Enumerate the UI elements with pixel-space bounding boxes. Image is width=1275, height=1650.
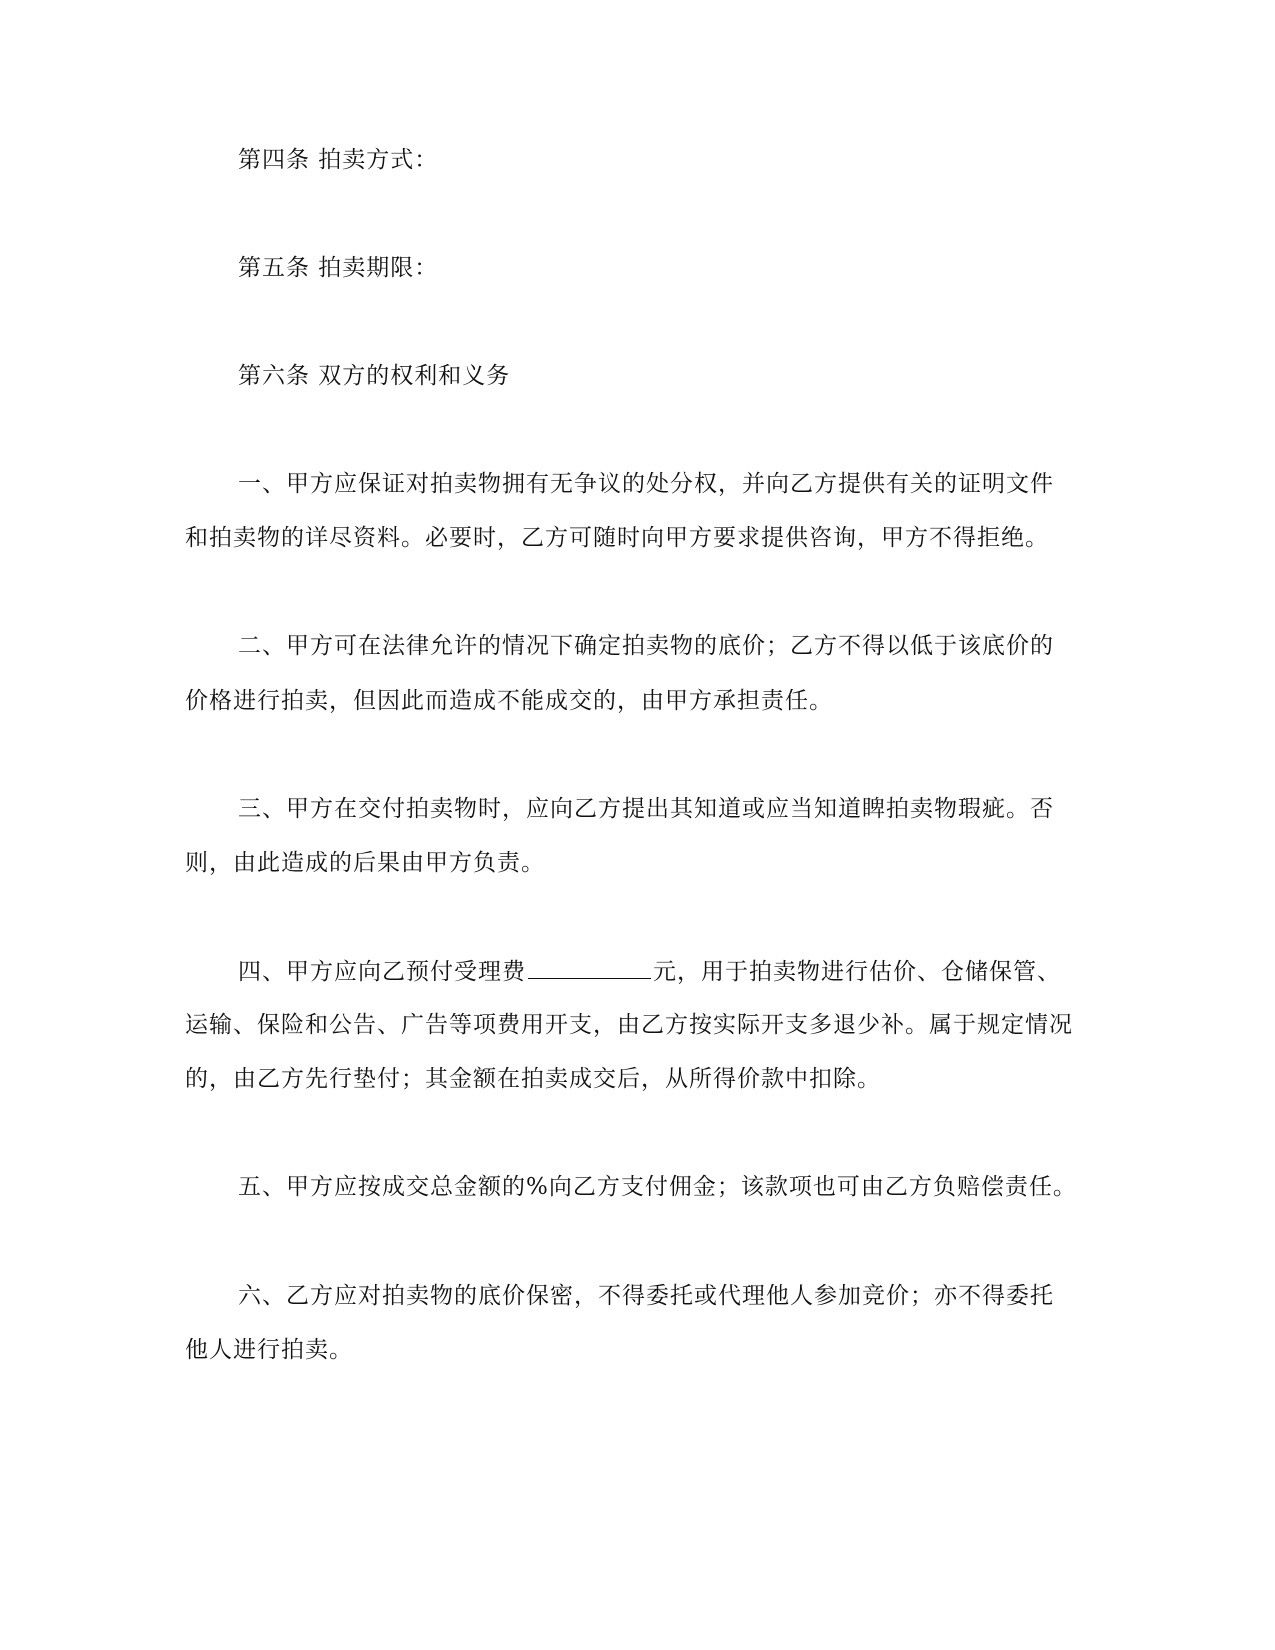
clause-6-line-1: 六、乙方应对拍卖物的底价保密，不得委托或代理他人参加竞价；亦不得委托 [238,1283,1054,1309]
clause-1-line-2: 和拍卖物的详尽资料。必要时，乙方可随时向甲方要求提供咨询，甲方不得拒绝。 [185,525,1049,551]
fee-blank-field[interactable] [528,956,651,979]
article-6-heading: 第六条 双方的权利和义务 [238,363,511,389]
clause-2-line-2: 价格进行拍卖，但因此而造成不能成交的，由甲方承担责任。 [185,688,833,714]
article-4-heading: 第四条 拍卖方式： [238,147,439,173]
clause-4-line-1 [238,956,1061,987]
clause-6-line-2: 他人进行拍卖。 [185,1337,353,1363]
clause-4-line-1-after: 元，用于拍卖物进行估价、仓储保管、 [653,959,1061,985]
clause-4-line-1-before: 四、甲方应向乙预付受理费 [238,959,526,985]
clause-1-line-1: 一、甲方应保证对拍卖物拥有无争议的处分权，并向乙方提供有关的证明文件 [238,471,1054,497]
article-5-heading: 第五条 拍卖期限： [238,255,439,281]
clause-4-line-3: 的，由乙方先行垫付；其金额在拍卖成交后，从所得价款中扣除。 [185,1066,881,1092]
clause-4-line-2: 运输、保险和公告、广告等项费用开支，由乙方按实际开支多退少补。属于规定情况 [185,1012,1073,1038]
clause-3-line-1: 三、甲方在交付拍卖物时，应向乙方提出其知道或应当知道睥拍卖物瑕疵。否 [238,796,1054,822]
clause-5-line-1: 五、甲方应按成交总金额的%向乙方支付佣金；该款项也可由乙方负赔偿责任。 [238,1174,1077,1200]
clause-3-line-2: 则，由此造成的后果由甲方负责。 [185,850,545,876]
clause-2-line-1: 二、甲方可在法律允许的情况下确定拍卖物的底价；乙方不得以低于该底价的 [238,633,1054,659]
